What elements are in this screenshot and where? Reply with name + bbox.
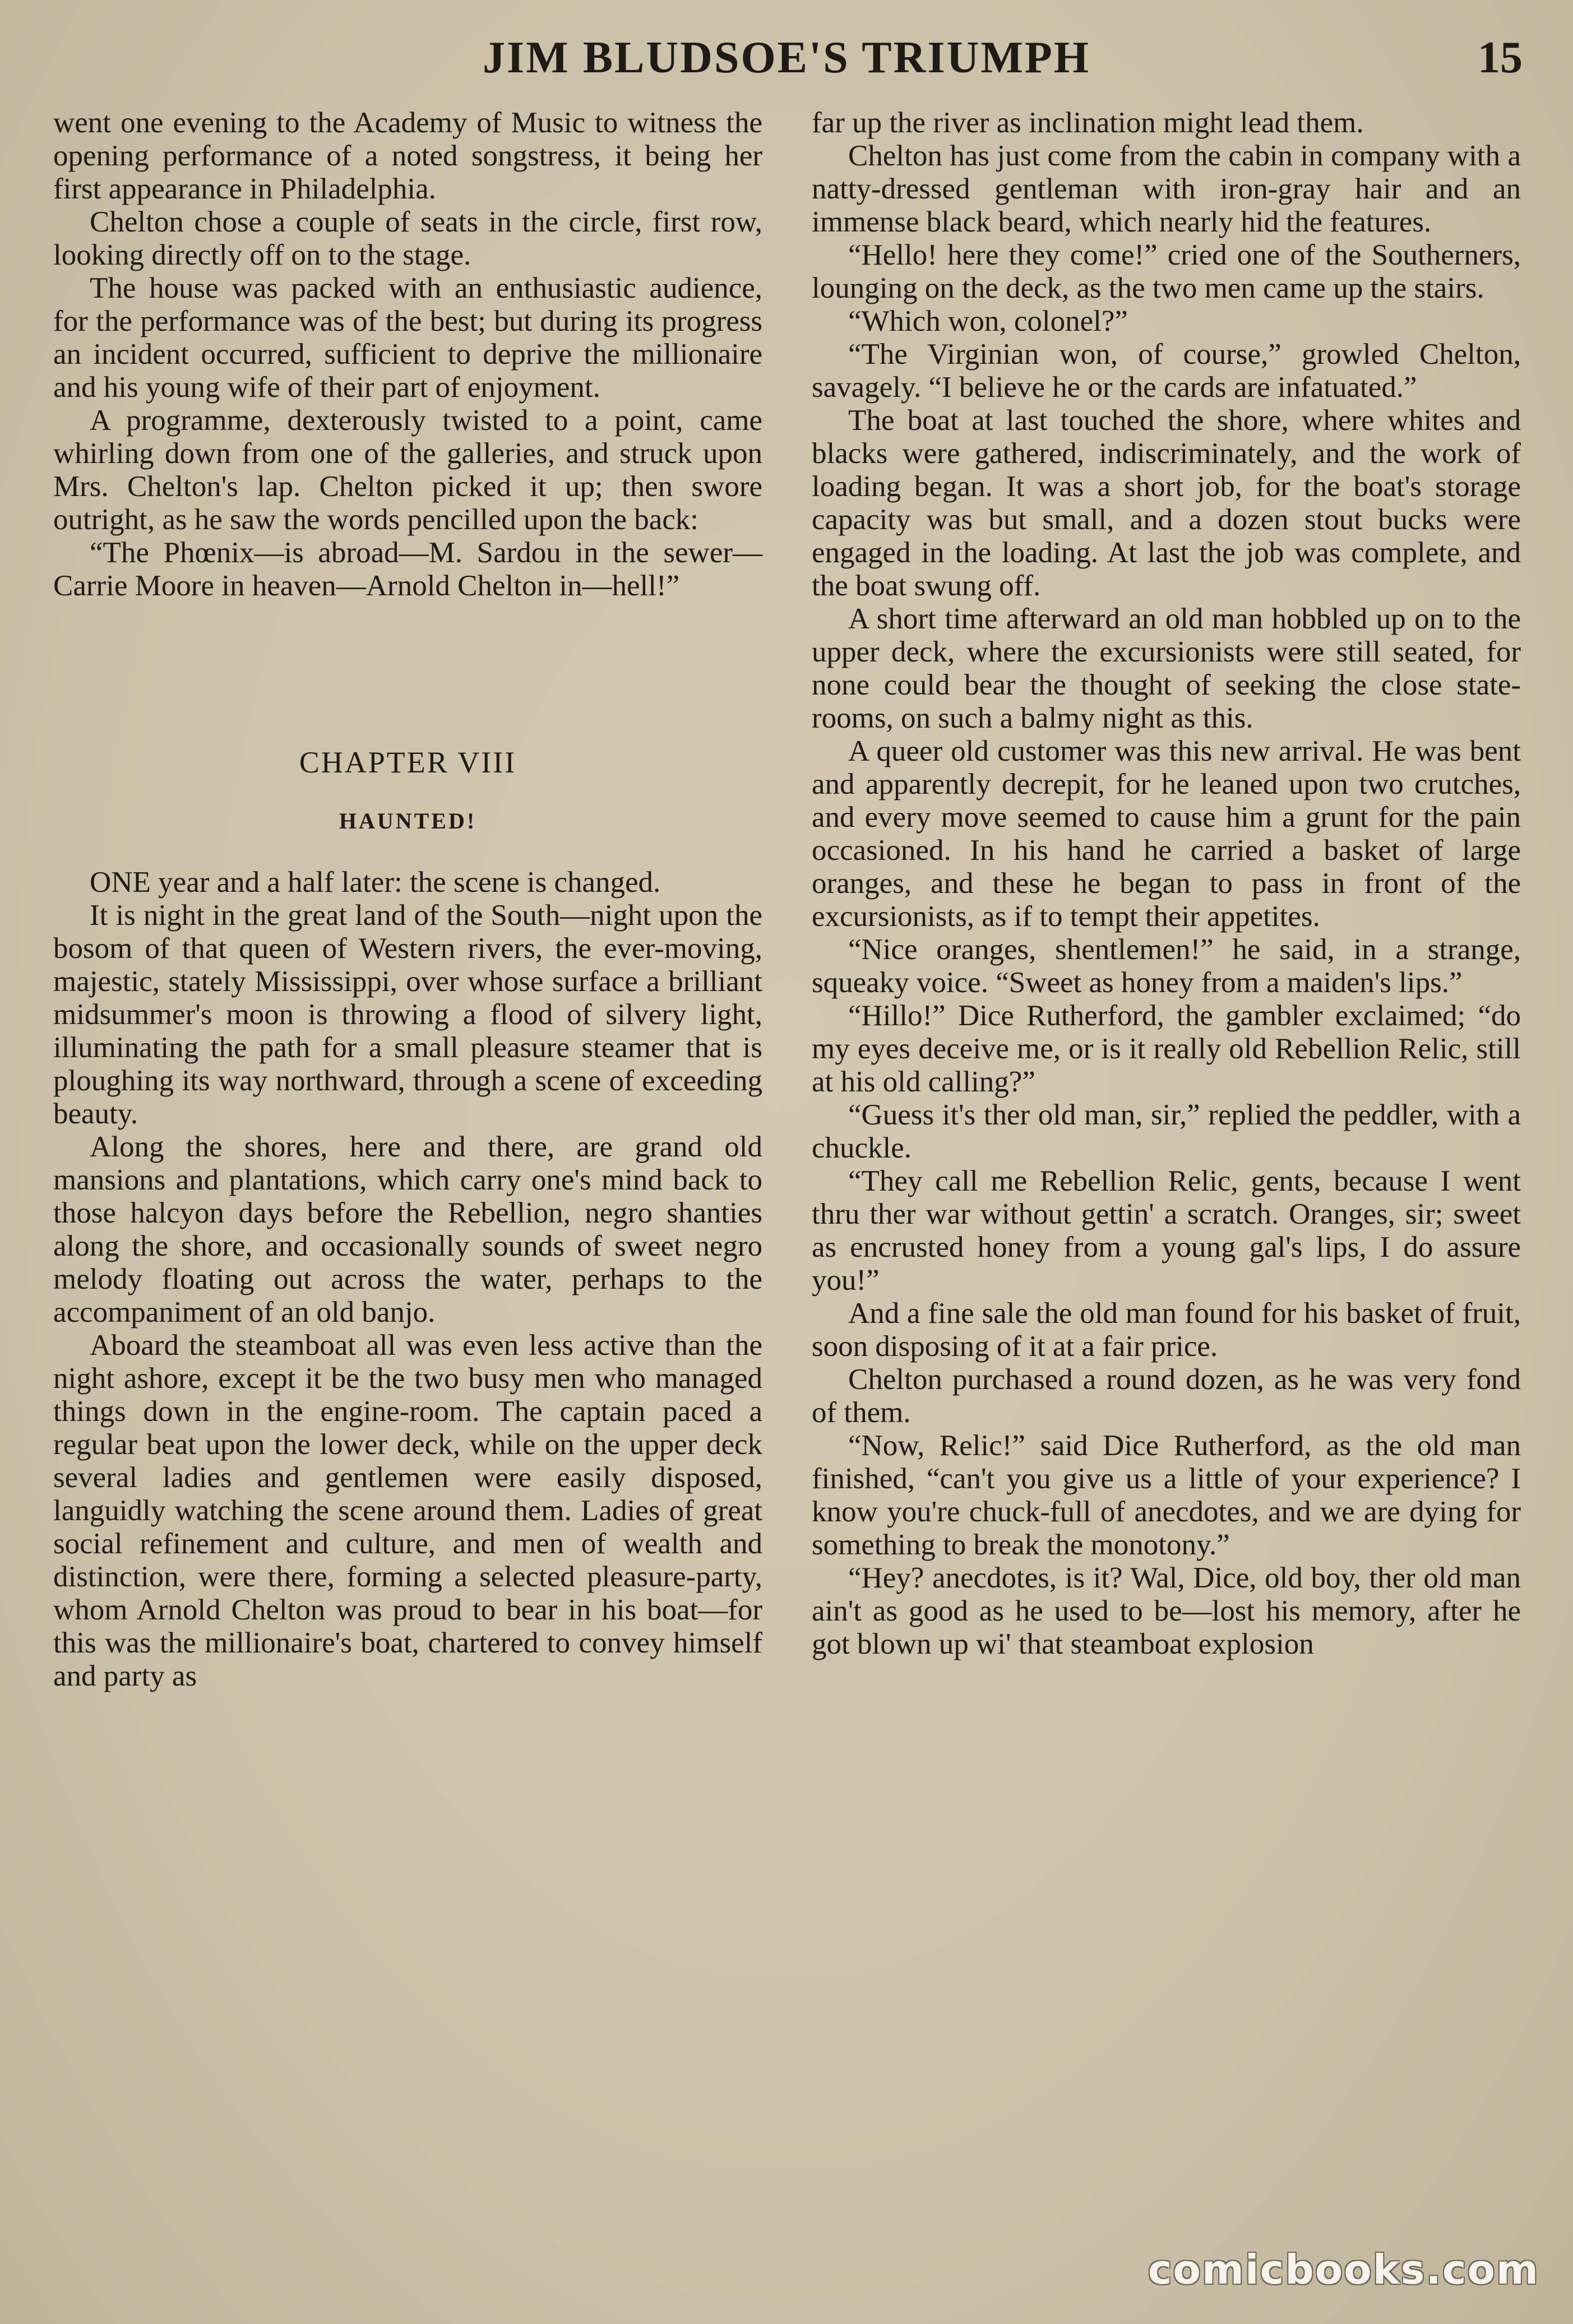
right-column: [812, 107, 1521, 1661]
paragraph: A programme, dexterously twisted to a point, came whirling down from one of the galleries, and struck upon Mrs. Chelton's lap. Chelton picked it up; then swore outright, as he saw the words pencilled upon the back:: [53, 404, 762, 536]
paragraph: It is night in the great land of the South—night upon the bosom of that queen of Western rivers, the ever-moving, majestic, stately Mississippi, over whose surface a brilliant midsummer's moon is throwing a flood of silvery light, illuminating the path for a small pleasure steamer that is ploughing its way northward, through a scene of exceeding beauty.: [53, 899, 762, 1130]
paragraph: A queer old customer was this new arrival. He was bent and apparently decrepit, for he leaned upon two crutches, and every move seemed to cause him a grunt for the pain occasioned. In his hand he carried a basket of large oranges, and these he began to pass in front of the excursionists, as if to tempt their appetites.: [812, 735, 1521, 933]
paragraph: The house was packed with an enthusiastic audience, for the performance was of the best; but during its progress an incident occurred, sufficient to deprive the millionaire and his young wife of their part of enjoyment.: [53, 272, 762, 404]
left-column: [53, 107, 762, 1693]
paragraph: “They call me Rebellion Relic, gents, because I went thru ther war without gettin' a scratch. Oranges, sir; sweet as encrusted honey from a young gal's lips, I do assure you!”: [812, 1165, 1521, 1297]
paragraph: “Guess it's ther old man, sir,” replied the peddler, with a chuckle.: [812, 1099, 1521, 1164]
paragraph: “The Phœnix—is abroad—M. Sardou in the sewer—Carrie Moore in heaven—Arnold Chelton in—hell!”: [53, 536, 762, 602]
paragraph: And a fine sale the old man found for his basket of fruit, soon disposing of it at a fair price.: [812, 1297, 1521, 1363]
running-title: JIM BLUDSOE'S TRIUMPH: [483, 33, 1090, 82]
paragraph: went one evening to the Academy of Music to witness the opening performance of a noted songstress, it being her first appearance in Philadelphia.: [53, 107, 762, 205]
paragraph: Aboard the steamboat all was even less active than the night ashore, except it be the two busy men who managed things down in the engine-room. The captain paced a regular beat upon the lower deck, while on the upper deck several ladies and gentlemen were easily disposed, languidly watching the scene around them. Ladies of great social refinement and culture, and men of wealth and distinction, were there, forming a selected pleasure-party, whom Arnold Chelton was proud to bear in his boat—for this was the millionaire's boat, chartered to convey himself and party as: [53, 1329, 762, 1692]
site-watermark: comicbooks.com: [1148, 2246, 1539, 2293]
paragraph: far up the river as inclination might lead them.: [812, 107, 1364, 139]
paragraph: “Hey? anecdotes, is it? Wal, Dice, old boy, ther old man ain't as good as he used to be—lost his memory, after he got blown up wi' that steamboat explosion: [812, 1562, 1521, 1660]
paragraph: Along the shores, here and there, are grand old mansions and plantations, which carry one's mind back to those halcyon days before the Rebellion, negro shanties along the shore, and occasionally sounds of sweet negro melody floating out across the water, perhaps to the accompaniment of an old banjo.: [53, 1131, 762, 1328]
chapter-subtitle: HAUNTED!: [339, 808, 477, 834]
paragraph: “The Virginian won, of course,” growled Chelton, savagely. “I believe he or the cards are infatuated.”: [812, 338, 1521, 404]
paragraph: Chelton purchased a round dozen, as he was very fond of them.: [812, 1363, 1521, 1429]
paragraph: Chelton has just come from the cabin in company with a natty-dressed gentleman with iron-gray hair and an immense black beard, which nearly hid the features.: [812, 140, 1521, 238]
page-number: 15: [1478, 33, 1523, 82]
chapter-heading: CHAPTER VIII: [299, 746, 517, 779]
paragraph: “Which won, colonel?”: [848, 305, 1128, 337]
paragraph: “Hello! here they come!” cried one of the Southerners, lounging on the deck, as the two men came up the stairs.: [812, 239, 1521, 304]
paragraph: ONE year and a half later: the scene is changed.: [90, 866, 661, 899]
paragraph: Chelton chose a couple of seats in the circle, first row, looking directly off on to the stage.: [53, 206, 762, 271]
paragraph: The boat at last touched the shore, where whites and blacks were gathered, indiscriminately, and the work of loading began. It was a short job, for the boat's storage capacity was but small, and a dozen stout bucks were engaged in the loading. At last the job was complete, and the boat swung off.: [812, 404, 1521, 602]
paragraph: A short time afterward an old man hobbled up on to the upper deck, where the excursionists were still seated, for none could bear the thought of seeking the close state-rooms, on such a balmy night as this.: [812, 603, 1521, 734]
paragraph: “Nice oranges, shentlemen!” he said, in a strange, squeaky voice. “Sweet as honey from a maiden's lips.”: [812, 933, 1521, 999]
paragraph: “Now, Relic!” said Dice Rutherford, as the old man finished, “can't you give us a little of your experience? I know you're chuck-full of anecdotes, and we are dying for something to break the monotony.”: [812, 1429, 1521, 1561]
page-header: [50, 27, 1523, 89]
paragraph: “Hillo!” Dice Rutherford, the gambler exclaimed; “do my eyes deceive me, or is it really old Rebellion Relic, still at his old calling?”: [812, 999, 1521, 1098]
